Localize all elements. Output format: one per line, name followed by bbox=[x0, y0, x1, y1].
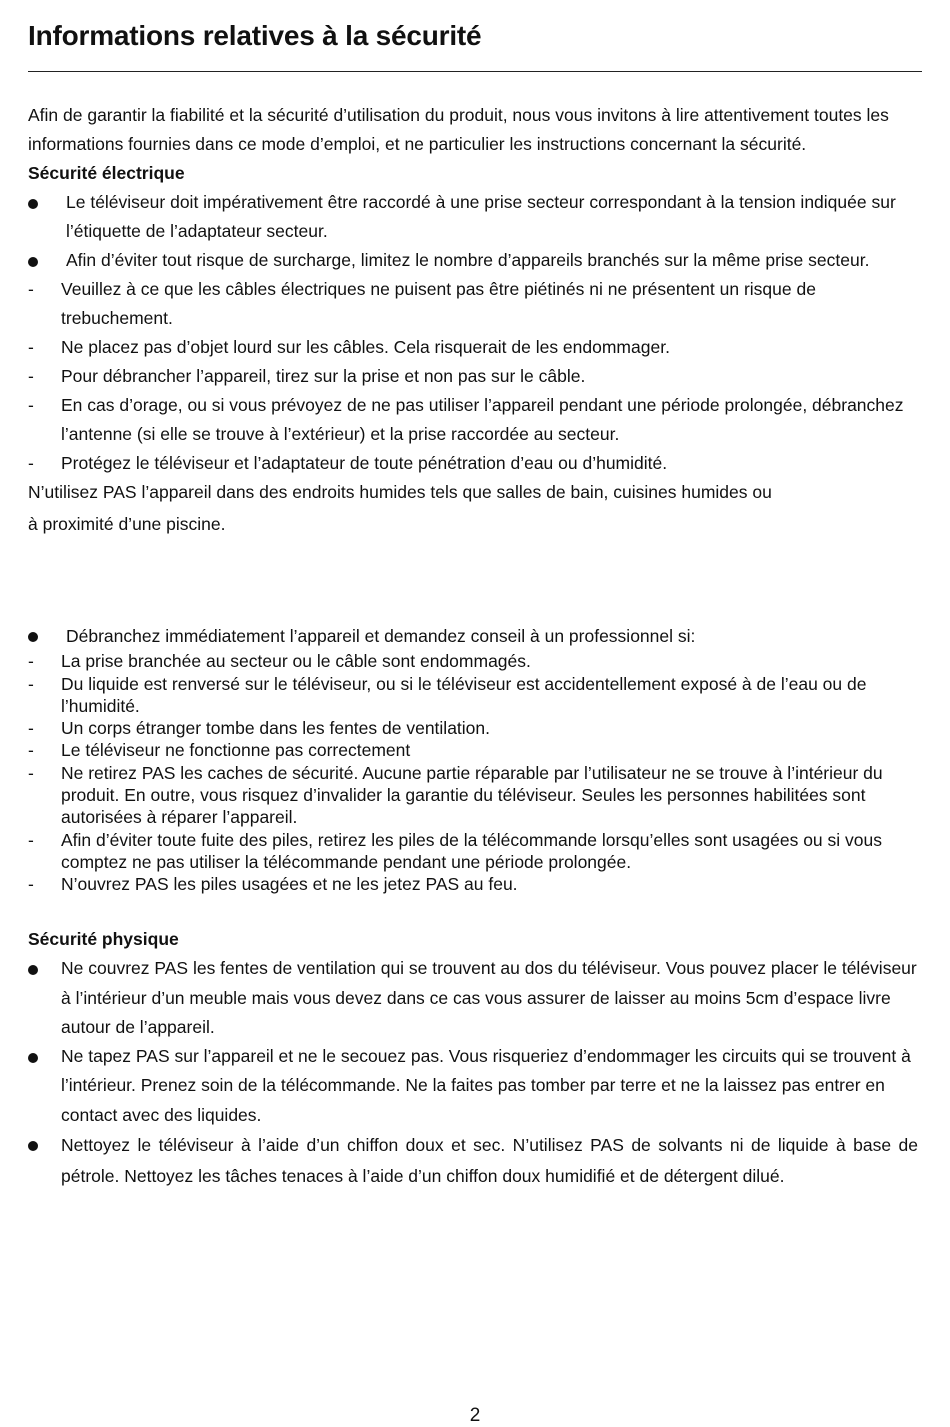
dash-text: Veuillez à ce que les câbles électriques ne puisent pas être piétinés ni ne présentent un risque de trebuchement. bbox=[61, 279, 816, 328]
physical-heading: Sécurité physique bbox=[28, 929, 179, 949]
dash-item bbox=[28, 333, 918, 362]
humidity-note-line: N’utilisez PAS l’appareil dans des endroits humides tels que salles de bain, cuisines humides ou bbox=[28, 482, 772, 502]
dash-marker: - bbox=[28, 453, 34, 473]
dash-text: La prise branchée au secteur ou le câble sont endommagés. bbox=[61, 651, 531, 672]
bullet-item bbox=[28, 188, 918, 246]
page-number: 2 bbox=[469, 1405, 481, 1426]
dash-item bbox=[28, 873, 918, 895]
bullet-item bbox=[28, 1042, 918, 1130]
electrical-section bbox=[28, 101, 918, 539]
dash-text: Pour débrancher l’appareil, tirez sur la prise et non pas sur le câble. bbox=[61, 366, 586, 386]
bullet-text: Ne couvrez PAS les fentes de ventilation qui se trouvent au dos du téléviseur. Vous pouvez placer le téléviseur à l’intérieur d’un meuble mais vous devez dans ce cas vous assurer de laisser au moins 5cm d’espace livre autour de l’appareil. bbox=[61, 958, 917, 1037]
dash-item bbox=[28, 717, 918, 739]
bullet-item bbox=[28, 625, 918, 647]
dash-text: Protégez le téléviseur et l’adaptateur de toute pénétration d’eau ou d’humidité. bbox=[61, 453, 668, 473]
bullet-dot-icon bbox=[28, 1053, 38, 1063]
bullet-dot-icon bbox=[28, 199, 38, 209]
dash-text: Un corps étranger tombe dans les fentes de ventilation. bbox=[61, 718, 490, 739]
dash-item bbox=[28, 762, 918, 829]
bullet-item bbox=[28, 246, 918, 275]
page-title: Informations relatives à la sécurité bbox=[28, 20, 482, 51]
dash-marker: - bbox=[28, 279, 34, 299]
dash-text: Ne placez pas d’objet lourd sur les câbles. Cela risquerait de les endommager. bbox=[61, 337, 670, 357]
bullet-dot-icon bbox=[28, 257, 38, 267]
dash-text: Afin d’éviter toute fuite des piles, retirez les piles de la télécommande lorsqu’elles sont usagées ou si vous comptez ne pas utiliser la télécommande pendant une période prolongée. bbox=[61, 829, 882, 872]
physical-section bbox=[28, 925, 918, 1192]
dash-item bbox=[28, 391, 918, 449]
dash-item bbox=[28, 739, 918, 761]
dash-item bbox=[28, 650, 918, 672]
bullet-text: Débranchez immédiatement l’appareil et demandez conseil à un professionnel si: bbox=[66, 626, 696, 646]
intro-paragraph: Afin de garantir la fiabilité et la sécurité d’utilisation du produit, nous vous invitons à lire attentivement toutes les informations fournies dans ce mode d’emploi, et ne particulier les instructions concernant la sécurité. bbox=[28, 105, 889, 154]
dash-marker: - bbox=[28, 740, 34, 761]
dash-marker: - bbox=[28, 762, 34, 783]
dash-marker: - bbox=[28, 874, 34, 895]
humidity-note-line: à proximité d’une piscine. bbox=[28, 514, 226, 534]
dash-item bbox=[28, 449, 918, 478]
title-divider bbox=[28, 71, 922, 72]
bullet-item bbox=[28, 954, 918, 1042]
dash-marker: - bbox=[28, 366, 34, 386]
dash-marker: - bbox=[28, 395, 34, 415]
bullet-dot-icon bbox=[28, 965, 38, 975]
bullet-item bbox=[28, 1130, 918, 1192]
bullet-text: Le téléviseur doit impérativement être raccordé à une prise secteur correspondant à la tension indiquée sur l’étiquette de l’adaptateur secteur. bbox=[66, 192, 896, 241]
dash-text: Du liquide est renversé sur le téléviseur, ou si le téléviseur est accidentellement exposé à de l’eau ou de l’humidité. bbox=[61, 673, 867, 716]
dash-marker: - bbox=[28, 718, 34, 739]
bullet-text: Ne tapez PAS sur l’appareil et ne le secouez pas. Vous risqueriez d’endommager les circuits qui se trouvent à l’intérieur. Prenez soin de la télécommande. Ne la faites pas tomber par terre et ne la laissez pas entrer en contact avec des liquides. bbox=[61, 1046, 911, 1125]
dash-text: Le téléviseur ne fonctionne pas correctement bbox=[61, 740, 411, 761]
bullet-text: Afin d’éviter tout risque de surcharge, limitez le nombre d’appareils branchés sur la même prise secteur. bbox=[66, 250, 870, 270]
unplug-section bbox=[28, 625, 918, 896]
bullet-text: Nettoyez le téléviseur à l’aide d’un chiffon doux et sec. N’utilisez PAS de solvants ni de liquide à base de pétrole. Nettoyez les tâches tenaces à l’aide d’un chiffon doux humidifié et de détergent dilué. bbox=[61, 1135, 918, 1187]
dash-item bbox=[28, 275, 918, 333]
dash-item bbox=[28, 362, 918, 391]
dash-item bbox=[28, 829, 918, 874]
dash-marker: - bbox=[28, 829, 34, 850]
dash-marker: - bbox=[28, 337, 34, 357]
dash-item bbox=[28, 673, 918, 718]
bullet-dot-icon bbox=[28, 1141, 38, 1151]
dash-text: Ne retirez PAS les caches de sécurité. Aucune partie réparable par l’utilisateur ne se trouve à l’intérieur du produit. En outre, vous risquez d’invalider la garantie du téléviseur. Seules les personnes habilitées sont autorisées à réparer l’appareil. bbox=[61, 762, 883, 828]
bullet-dot-icon bbox=[28, 632, 38, 642]
dash-marker: - bbox=[28, 651, 34, 672]
dash-marker: - bbox=[28, 673, 34, 694]
dash-text: N’ouvrez PAS les piles usagées et ne les jetez PAS au feu. bbox=[61, 874, 518, 895]
dash-text: En cas d’orage, ou si vous prévoyez de ne pas utiliser l’appareil pendant une période prolongée, débranchez l’antenne (si elle se trouve à l’extérieur) et la prise raccordée au secteur. bbox=[61, 395, 904, 444]
electrical-heading: Sécurité électrique bbox=[28, 163, 185, 183]
